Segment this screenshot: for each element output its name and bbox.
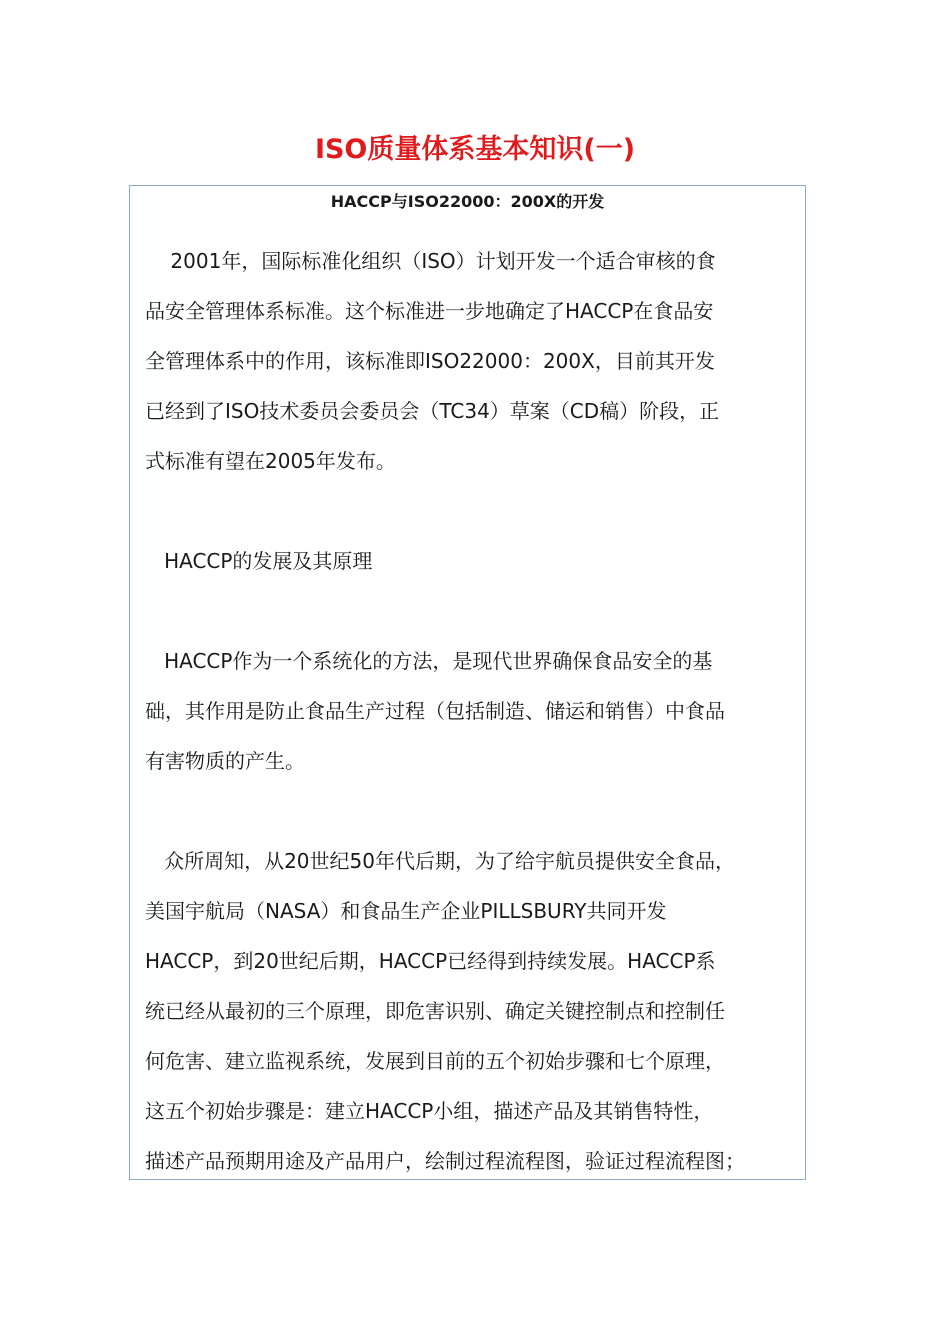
text-line: HACCP，到20世纪后期，HACCP已经得到持续发展。HACCP系: [145, 949, 716, 973]
text-line: 描述产品预期用途及产品用户，绘制过程流程图，验证过程流程图；: [145, 1149, 745, 1173]
text-line: 础，其作用是防止食品生产过程（包括制造、储运和销售）中食品: [145, 699, 725, 723]
paragraph-spacer: [145, 486, 806, 536]
text-line: 2001年，国际标准化组织（ISO）计划开发一个适合审核的食: [145, 249, 716, 273]
paragraph-spacer: [145, 786, 806, 836]
body-text: [145, 236, 806, 1180]
text-line: HACCP作为一个系统化的方法，是现代世界确保食品安全的基: [145, 649, 713, 673]
text-line: 全管理体系中的作用，该标准即ISO22000：200X，目前其开发: [145, 349, 715, 373]
heading-haccp-development: [145, 536, 806, 586]
section-subtitle: HACCP与ISO22000：200X的开发: [330, 192, 605, 211]
text-line: 有害物质的产生。: [145, 749, 305, 773]
text-line: 品安全管理体系标准。这个标准进一步地确定了HACCP在食品安: [145, 299, 714, 323]
text-line: 已经到了ISO技术委员会委员会（TC34）草案（CD稿）阶段，正: [145, 399, 720, 423]
paragraph-spacer: [145, 586, 806, 636]
text-line: 何危害、建立监视系统，发展到目前的五个初始步骤和七个原理，: [145, 1049, 725, 1073]
paragraph-haccp-history: [145, 836, 806, 1180]
document-title: ISO质量体系基本知识(一): [314, 134, 636, 165]
paragraph-haccp-basis: [145, 636, 806, 786]
text-line: 式标准有望在2005年发布。: [145, 449, 396, 473]
text-line: HACCP的发展及其原理: [145, 549, 373, 573]
text-line: 统已经从最初的三个原理，即危害识别、确定关键控制点和控制任: [145, 999, 725, 1023]
text-line: 这五个初始步骤是：建立HACCP小组，描述产品及其销售特性，: [145, 1099, 714, 1123]
content-frame: [129, 185, 806, 1180]
text-line: 美国宇航局（NASA）和食品生产企业PILLSBURY共同开发: [145, 899, 667, 923]
text-line: 众所周知，从20世纪50年代后期，为了给宇航员提供安全食品，: [145, 849, 735, 873]
paragraph-iso22000-intro: [145, 236, 806, 486]
